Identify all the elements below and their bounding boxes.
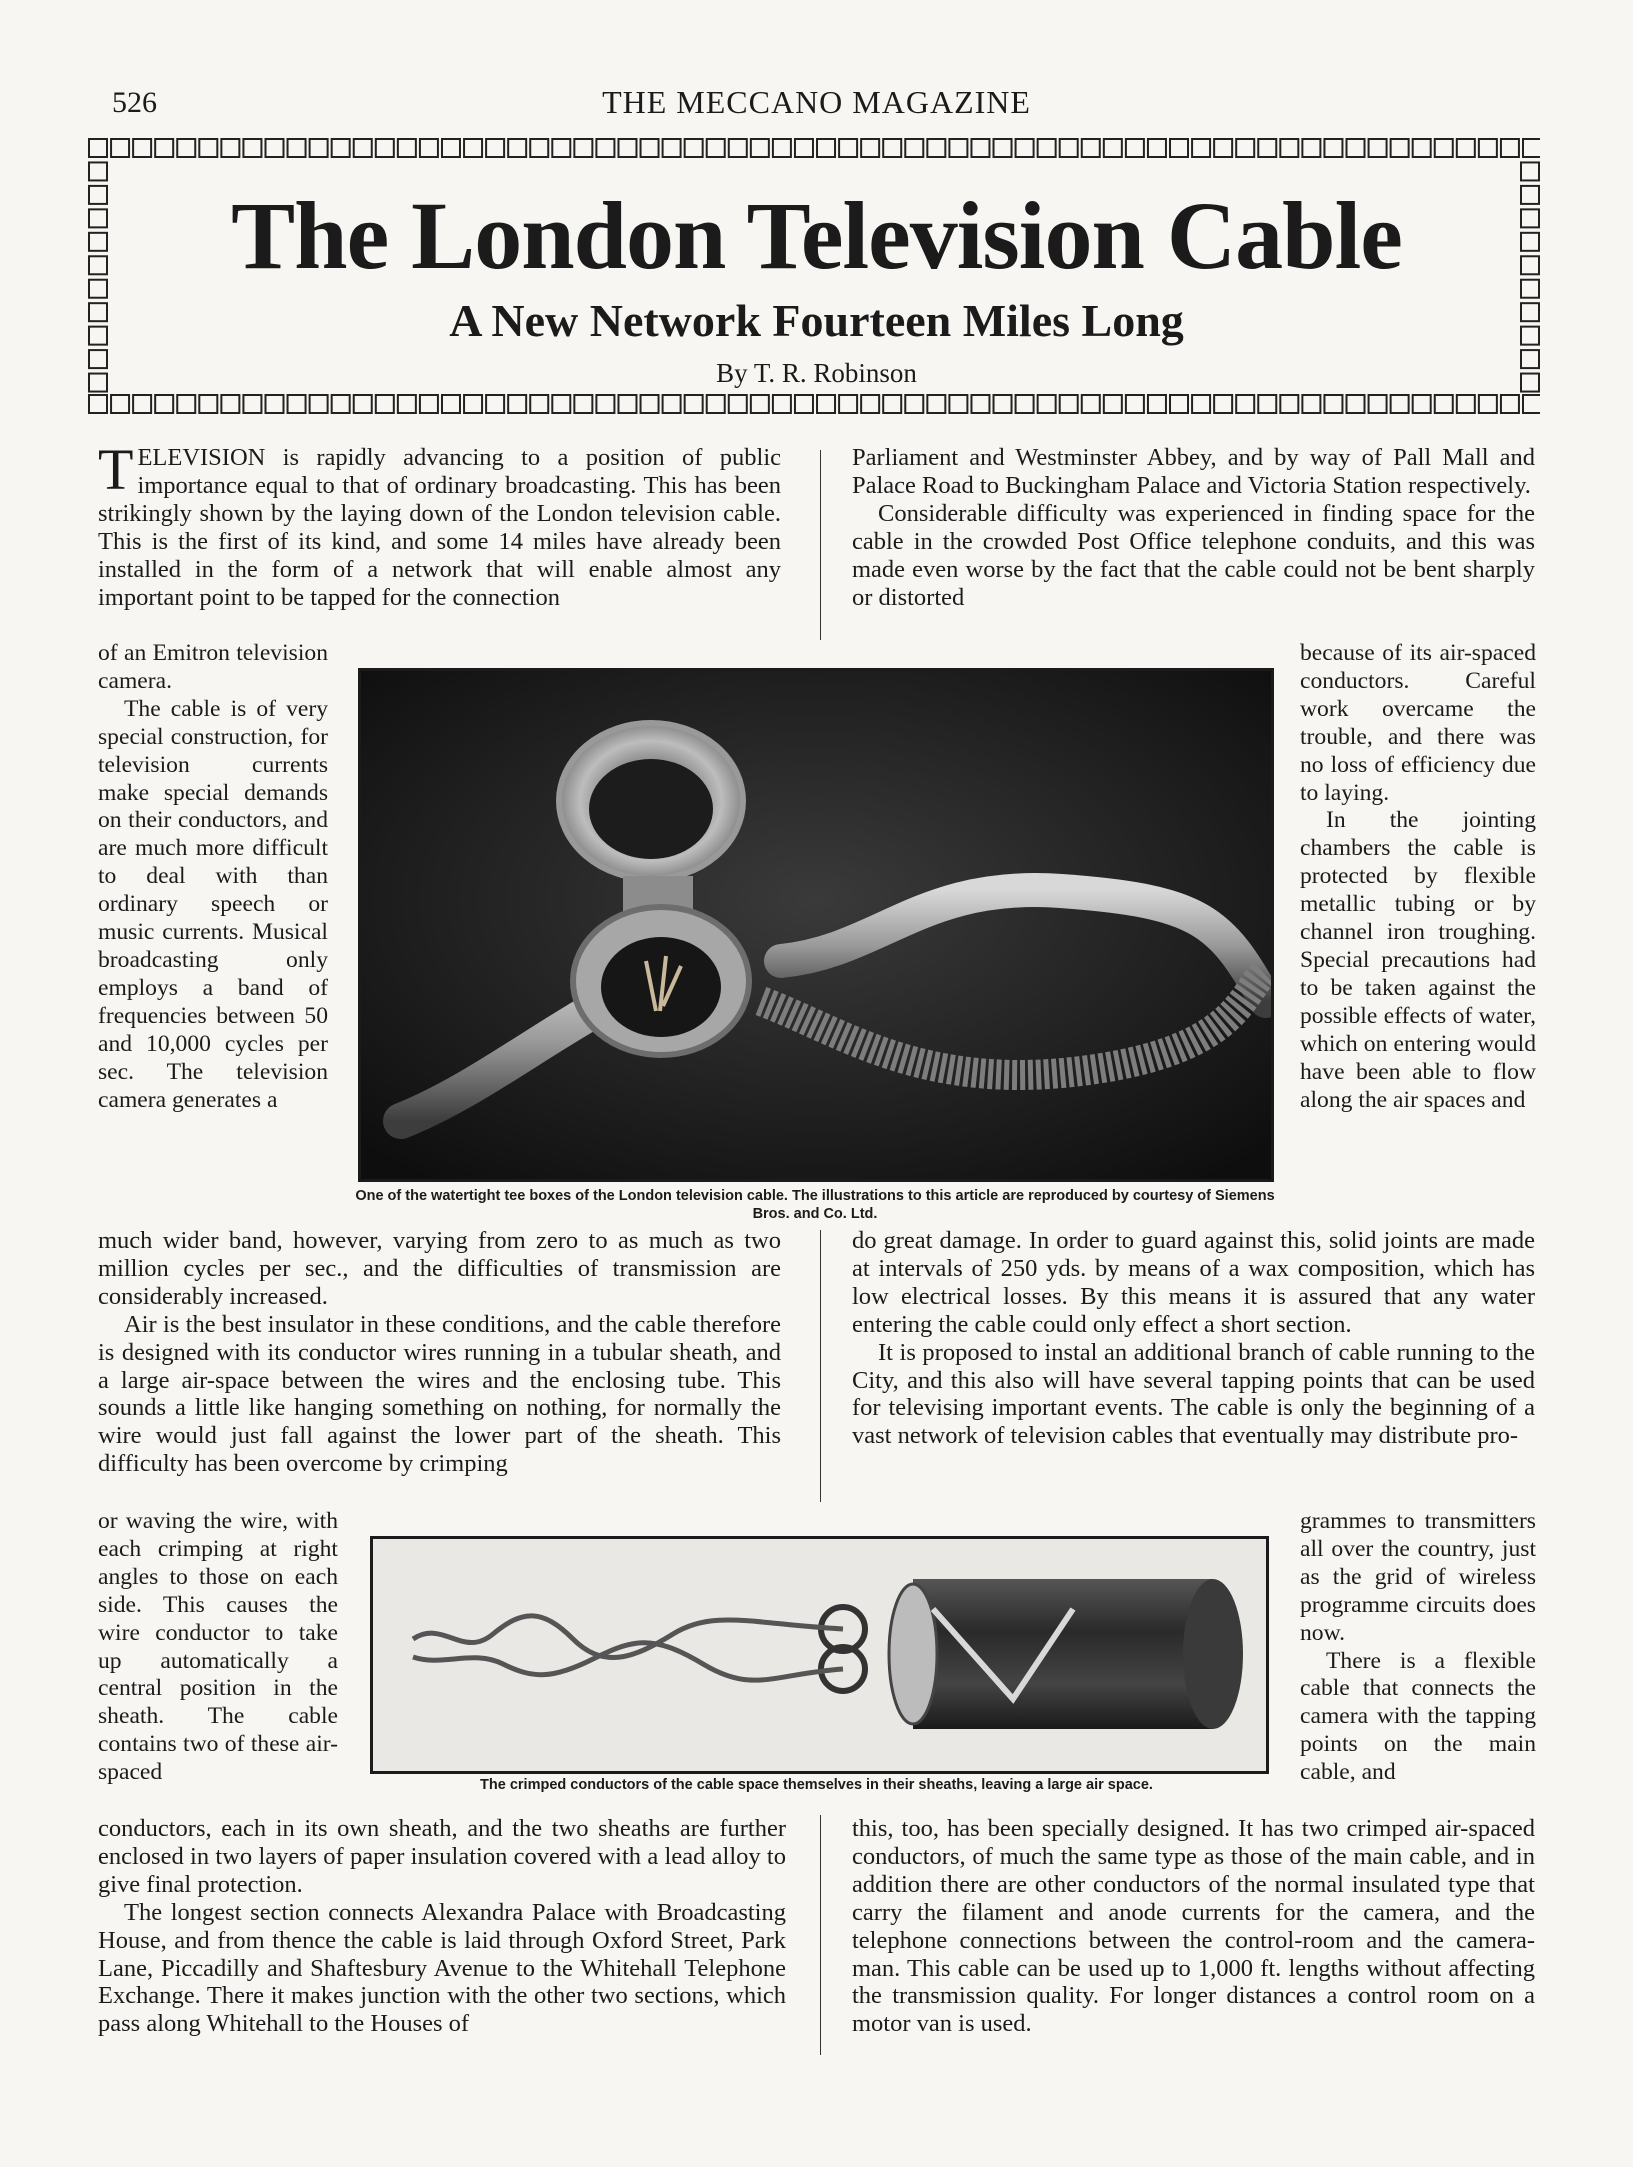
frame-square (1126, 395, 1144, 413)
frame-square (1457, 395, 1475, 413)
column-rule-bottom (820, 1815, 821, 2055)
frame-square (376, 395, 394, 413)
frame-square (596, 395, 614, 413)
frame-square (971, 395, 989, 413)
frame-square (1214, 139, 1232, 157)
frame-square (1413, 395, 1431, 413)
frame-square (265, 139, 283, 157)
frame-square (552, 395, 570, 413)
frame-square (221, 395, 239, 413)
frame-square (1435, 139, 1453, 157)
frame-square (1457, 139, 1475, 157)
frame-square (839, 395, 857, 413)
frame-square (1369, 139, 1387, 157)
frame-square (1523, 139, 1540, 157)
frame-square (1016, 395, 1034, 413)
paragraph: There is a flexible cable that connects the camera with the tapping points on the main cable, and (1300, 1647, 1536, 1786)
frame-square (1082, 139, 1100, 157)
frame-square (1082, 395, 1100, 413)
running-title: THE MECCANO MAGAZINE (602, 84, 1031, 120)
frame-square (442, 139, 460, 157)
frame-square (376, 139, 394, 157)
frame-square (265, 395, 283, 413)
frame-square (1391, 395, 1409, 413)
paragraph: Considerable difficulty was experienced in finding space for the cable in the crowded Post Office telephone conduits, and this was made even worse by the fact that the cable could not be bent sharply or distorted (852, 499, 1535, 611)
frame-square (1104, 139, 1122, 157)
frame-square (508, 395, 526, 413)
frame-square (839, 139, 857, 157)
frame-square (751, 139, 769, 157)
frame-square (1192, 395, 1210, 413)
left-column-middle (98, 1227, 781, 1478)
frame-square (89, 139, 107, 157)
frame-square (1038, 395, 1056, 413)
right-column-top (852, 444, 1535, 611)
frame-square (1435, 395, 1453, 413)
frame-square (133, 139, 151, 157)
drop-cap: T (98, 437, 134, 502)
column-rule-middle (820, 1230, 821, 1502)
paragraph: The longest section connects Alexandra Palace with Broadcasting House, and from thence the cable is laid through Oxford Street, Park Lane, Piccadilly and Shaftesbury Avenue to the Whitehall Telephone Exchange. There it makes junction with the other two sections, which pass along Whitehall to the Houses of (98, 1898, 786, 2038)
left-column-top (98, 437, 781, 611)
frame-square (1060, 139, 1078, 157)
frame-square (1521, 162, 1539, 180)
frame-square (243, 139, 261, 157)
frame-square (1280, 139, 1298, 157)
crimped-conductor-photo (370, 1536, 1269, 1774)
frame-square (442, 395, 460, 413)
frame-square (641, 139, 659, 157)
frame-square (905, 395, 923, 413)
paragraph: much wider band, however, varying from zero to as much as two million cycles per sec., and the difficulties of transmission are considerably increased. (98, 1227, 781, 1310)
frame-square (199, 395, 217, 413)
frame-square (949, 139, 967, 157)
frame-square (861, 139, 879, 157)
frame-square (1258, 139, 1276, 157)
frame-square (398, 139, 416, 157)
frame-square (817, 139, 835, 157)
frame-square (1413, 139, 1431, 157)
frame-square (574, 139, 592, 157)
frame-square (111, 395, 129, 413)
frame-square (89, 162, 107, 180)
frame-square (663, 395, 681, 413)
left-column-narrow-1 (98, 640, 328, 1114)
frame-square (1347, 139, 1365, 157)
frame-square (398, 395, 416, 413)
frame-square (729, 395, 747, 413)
column-rule-top (820, 450, 821, 640)
paragraph: The cable is of very special construction, for television currents make special demands on their conductors, and are much more difficult to deal with than ordinary speech or music currents. Musical broadcasting only employs a band of frequencies between 50 and 10,000 cycles per sec. The television camera generates a (98, 695, 328, 1113)
frame-square (1324, 139, 1342, 157)
cable-cutaway-illustration (373, 1539, 1266, 1771)
frame-square (332, 139, 350, 157)
paragraph: this, too, has been specially designed. It has two crimped air-spaced conductors, of much the same type as those of the main cable, and in addition there are other conductors of the normal insulated type that carry the filament and anode currents for the camera, and the telephone connections between the control-room and the camera-man. This cable can be used up to 1,000 ft. lengths without affecting the transmission quality. For longer distances a control room on a motor van is used. (852, 1815, 1535, 2038)
frame-square (1236, 395, 1254, 413)
frame-square (1324, 395, 1342, 413)
frame-square (1192, 139, 1210, 157)
frame-square (177, 139, 195, 157)
frame-square (420, 395, 438, 413)
frame-square (354, 139, 372, 157)
frame-square (1391, 139, 1409, 157)
frame-square (1148, 139, 1166, 157)
frame-square (949, 395, 967, 413)
paragraph: Parliament and Westminster Abbey, and by way of Pall Mall and Palace Road to Buckingham Palace and Victoria Station respectively. (852, 444, 1535, 499)
frame-square (155, 139, 173, 157)
frame-square (310, 139, 328, 157)
frame-square (1170, 395, 1188, 413)
frame-square (1016, 139, 1034, 157)
frame-square (420, 139, 438, 157)
frame-square (1369, 395, 1387, 413)
crimped-conductor-caption: The crimped conductors of the cable space themselves in their sheaths, leaving a large air space. (480, 1777, 1153, 1793)
frame-square (111, 139, 129, 157)
frame-square (685, 395, 703, 413)
frame-square (508, 139, 526, 157)
right-column-bottom (852, 1815, 1535, 2038)
frame-square (729, 139, 747, 157)
frame-square (773, 139, 791, 157)
frame-square (596, 139, 614, 157)
frame-square (994, 139, 1012, 157)
frame-square (1236, 139, 1254, 157)
frame-square (618, 395, 636, 413)
frame-square (464, 139, 482, 157)
frame-square (243, 395, 261, 413)
article-subtitle: A New Network Fourteen Miles Long (449, 295, 1184, 346)
frame-square (354, 395, 372, 413)
frame-square (1170, 139, 1188, 157)
paragraph: Air is the best insulator in these conditions, and the cable therefore is designed with its conductor wires running in a tubular sheath, and a large air-space between the wires and the enclosing tube. This sounds a little like hanging something on nothing, for normally the wire would just fall against the lower part of the sheath. This difficulty has been overcome by crimping (98, 1310, 781, 1478)
frame-square (1038, 139, 1056, 157)
article-title: The London Television Cable (231, 182, 1402, 289)
frame-square (795, 395, 813, 413)
frame-square (641, 395, 659, 413)
frame-square (552, 139, 570, 157)
paragraph: because of its air-spaced conductors. Careful work overcame the trouble, and there was no loss of efficiency due to laying. (1300, 640, 1536, 806)
paragraph: It is proposed to instal an additional branch of cable running to the City, and this also will have several tapping points that can be used for televising important events. The cable is only the beginning of a vast network of television cables that eventually may distribute pro- (852, 1338, 1535, 1450)
frame-square (1104, 395, 1122, 413)
frame-square (332, 395, 350, 413)
frame-square (199, 139, 217, 157)
frame-square (927, 395, 945, 413)
frame-square (905, 139, 923, 157)
frame-square (1501, 139, 1519, 157)
frame-square (1479, 395, 1497, 413)
frame-square (486, 139, 504, 157)
frame-square (685, 139, 703, 157)
frame-square (883, 139, 901, 157)
right-column-middle (852, 1227, 1535, 1450)
frame-square (1126, 139, 1144, 157)
frame-square (707, 395, 725, 413)
left-column-narrow-2 (98, 1508, 338, 1787)
frame-square (1258, 395, 1276, 413)
frame-square (707, 139, 725, 157)
frame-square (927, 139, 945, 157)
frame-square (773, 395, 791, 413)
frame-square (177, 395, 195, 413)
frame-square (288, 395, 306, 413)
left-column-bottom (98, 1815, 786, 2038)
paragraph: or waving the wire, with each crimping at right angles to those on each side. This causes the wire conductor to take up automatically a central position in the sheath. The cable contains two of these air-spaced (98, 1508, 338, 1786)
frame-square (1280, 395, 1298, 413)
frame-square (133, 395, 151, 413)
paragraph: of an Emitron television camera. (98, 640, 328, 694)
frame-square (1148, 395, 1166, 413)
frame-square (155, 395, 173, 413)
frame-square (883, 395, 901, 413)
frame-square (618, 139, 636, 157)
frame-square (310, 395, 328, 413)
frame-square (221, 139, 239, 157)
frame-square (288, 139, 306, 157)
frame-square (663, 139, 681, 157)
frame-square (971, 139, 989, 157)
frame-square (530, 139, 548, 157)
frame-square (464, 395, 482, 413)
intro-paragraph: ELEVISION is rapidly advancing to a position of public importance equal to that of ordinary broadcasting. This has been strikingly shown by the laying down of the London television cable. This is the first of its kind, and some 14 miles have already been installed in the form of a network that will enable almost any important point to be tapped for the connection (98, 444, 781, 611)
frame-square (1479, 139, 1497, 157)
frame-square (1302, 139, 1320, 157)
frame-square (1523, 395, 1540, 413)
frame-square (1501, 395, 1519, 413)
frame-square (530, 395, 548, 413)
paragraph: In the jointing chambers the cable is protected by flexible metallic tubing or by channel iron troughing. Special precautions had to be taken against the possible effects of water, which on entering would have been able to flow along the air spaces and (1300, 807, 1536, 1113)
paragraph: do great damage. In order to guard against this, solid joints are made at intervals of 250 yds. by means of a wax composition, which has low electrical losses. By this means it is assured that any water entering the cable could only effect a short section. (852, 1227, 1535, 1338)
tee-box-caption: One of the watertight tee boxes of the London television cable. The illustrations to this article are reproduced by courtesy of Siemens Bros. and Co. Ltd. (355, 1188, 1275, 1222)
paragraph: conductors, each in its own sheath, and the two sheaths are further enclosed in two layers of paper insulation covered with a lead alloy to give final protection. (98, 1815, 786, 1898)
page-number: 526 (112, 86, 157, 119)
frame-square (751, 395, 769, 413)
paragraph: grammes to transmitters all over the country, just as the grid of wireless programme circuits does now. (1300, 1508, 1536, 1646)
right-column-narrow-1 (1300, 640, 1536, 1114)
frame-square (1347, 395, 1365, 413)
frame-square (795, 139, 813, 157)
frame-square (574, 395, 592, 413)
frame-square (994, 395, 1012, 413)
frame-square (817, 395, 835, 413)
frame-square (1060, 395, 1078, 413)
frame-square (89, 395, 107, 413)
frame-square (861, 395, 879, 413)
frame-square (1214, 395, 1232, 413)
article-byline: By T. R. Robinson (716, 358, 917, 388)
frame-square (1302, 395, 1320, 413)
frame-square (486, 395, 504, 413)
tee-box-photo (358, 668, 1274, 1182)
tee-box-illustration (361, 671, 1271, 1179)
right-column-narrow-2 (1300, 1508, 1536, 1787)
